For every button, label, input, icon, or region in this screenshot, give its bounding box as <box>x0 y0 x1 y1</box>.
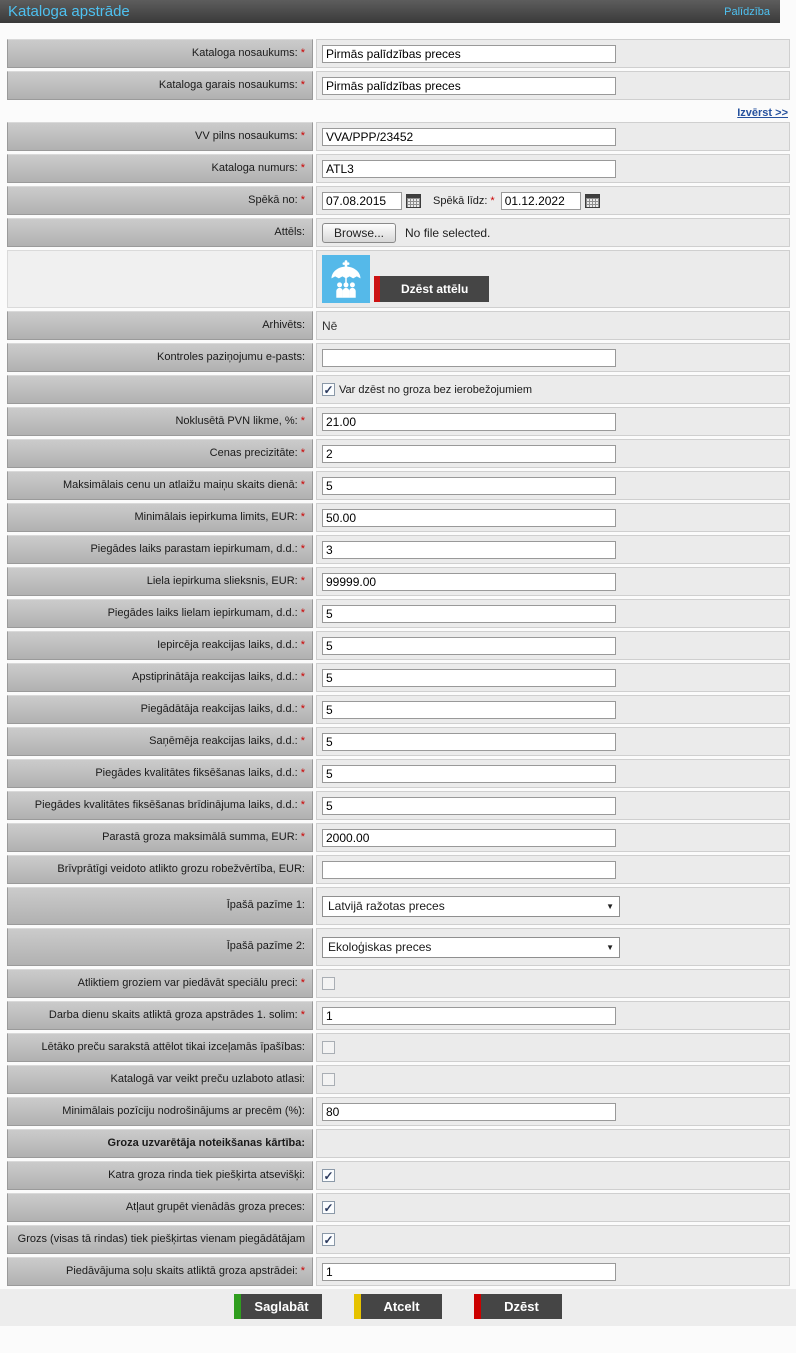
checkbox-label: Var dzēst no groza bez ierobežojumiem <box>339 383 533 396</box>
cenu-mainu-skaits-input[interactable] <box>322 477 616 495</box>
kvalitates-bridinajuma-laiks-input[interactable] <box>322 797 616 815</box>
kataloga-garais-nosaukums-input[interactable] <box>322 77 616 95</box>
form-row-min-iepirkuma-limits <box>7 503 790 532</box>
pvn-likme-input[interactable] <box>322 413 616 431</box>
grozs-vienam-piegadatajam-checkbox[interactable] <box>322 1233 335 1246</box>
field-label: Īpašā pazīme 1: <box>226 899 305 912</box>
field-label: Katra groza rinda tiek piešķirta atsevišķi: <box>108 1168 305 1181</box>
saglabat-button[interactable]: Saglabāt <box>234 1294 322 1319</box>
form-row-kvalitates-bridinajuma-laiks <box>7 791 790 820</box>
field-label: Kataloga nosaukums: <box>191 46 298 59</box>
delete-image-button[interactable]: Dzēst attēlu <box>374 276 489 302</box>
form-row-kontroles-epasts <box>7 343 790 372</box>
field-label-cell <box>7 823 313 852</box>
cenas-precizitate-input[interactable] <box>322 445 616 463</box>
field-label: Piegādes kvalitātes fiksēšanas laiks, d.d.: <box>95 766 298 779</box>
field-label: Atliktiem groziem var piedāvāt speciālu preci: <box>77 976 298 989</box>
piegades-laiks-lielam-input[interactable] <box>322 605 616 623</box>
field-label-cell <box>7 1161 313 1190</box>
field-label: Liela iepirkuma slieksnis, EUR: <box>146 574 298 587</box>
field-label: Groza uzvarētāja noteikšanas kārtība: <box>107 1136 305 1149</box>
field-label-cell <box>7 928 313 966</box>
form-row-piedavajuma-solu-skaits <box>7 1257 790 1286</box>
form-row-katra-rinda-atseviski <box>7 1161 790 1190</box>
field-value-cell <box>316 311 790 340</box>
field-value-cell <box>316 122 790 151</box>
field-value-cell <box>316 1097 790 1126</box>
field-label: Minimālais pozīciju nodrošinājums ar precēm (%): <box>62 1104 305 1117</box>
field-value-cell <box>316 503 790 532</box>
field-label: Arhivēts: <box>262 318 305 331</box>
required-asterisk: * <box>300 510 305 523</box>
iepirceja-reakcija-input[interactable] <box>322 637 616 655</box>
form-row-piegadataja-reakcija <box>7 695 790 724</box>
speka-no-from-input[interactable] <box>322 192 402 210</box>
required-asterisk: * <box>300 574 305 587</box>
field-label-cell <box>7 1193 313 1222</box>
atliktiem-groziem-speciala-prece-checkbox[interactable] <box>322 977 335 990</box>
form-row-min-poziciju-nodrosinajums <box>7 1097 790 1126</box>
form-row-pvn-likme <box>7 407 790 436</box>
field-label: VV pilns nosaukums: <box>195 129 298 142</box>
min-iepirkuma-limits-input[interactable] <box>322 509 616 527</box>
field-label-cell <box>7 631 313 660</box>
field-value-cell <box>316 791 790 820</box>
kvalitates-fiksesanas-laiks-input[interactable] <box>322 765 616 783</box>
field-label-cell <box>7 759 313 788</box>
field-label: Kontroles paziņojumu e-pasts: <box>157 350 305 363</box>
field-label: Piegādes laiks parastam iepirkumam, d.d.: <box>90 542 298 555</box>
form-section-top <box>7 39 790 100</box>
field-label-cell <box>7 1257 313 1286</box>
form-row-sanemeja-reakcija <box>7 727 790 756</box>
required-asterisk: * <box>300 1008 305 1021</box>
form-row-apstiprinataja-reakcija <box>7 663 790 692</box>
field-value-cell <box>316 1193 790 1222</box>
piegadataja-reakcija-input[interactable] <box>322 701 616 719</box>
form-row-kataloga-garais-nosaukums <box>7 71 790 100</box>
required-asterisk: * <box>300 670 305 683</box>
piedavajuma-solu-skaits-input[interactable] <box>322 1263 616 1281</box>
required-asterisk: * <box>300 446 305 459</box>
field-label-cell <box>7 218 313 247</box>
field-value-cell <box>316 343 790 372</box>
field-label-cell <box>7 1065 313 1094</box>
form-row-ipasa-pazime-2 <box>7 928 790 966</box>
field-label-cell <box>7 250 313 308</box>
required-asterisk: * <box>300 830 305 843</box>
field-label-cell <box>7 695 313 724</box>
field-value-cell <box>316 39 790 68</box>
field-label: Spēkā no: <box>248 193 298 206</box>
first-aid-umbrella-icon <box>322 255 370 303</box>
field-label: Atļaut grupēt vienādās groza preces: <box>125 1200 305 1213</box>
form-row-kataloga-nosaukums <box>7 39 790 68</box>
field-value-cell <box>316 855 790 884</box>
form-row-iepirceja-reakcija <box>7 631 790 660</box>
field-value-cell <box>316 1161 790 1190</box>
field-value-cell <box>316 928 790 966</box>
field-value-cell <box>316 186 790 215</box>
field-value-cell <box>316 1033 790 1062</box>
liela-iepirkuma-slieksnis-input[interactable] <box>322 573 616 591</box>
form-row-kvalitates-fiksesanas-laiks <box>7 759 790 788</box>
titlebar <box>0 0 780 23</box>
ipasa-pazime-1-select[interactable] <box>322 896 620 917</box>
required-asterisk: * <box>300 638 305 651</box>
field-label-cell <box>7 727 313 756</box>
field-value-cell <box>316 663 790 692</box>
field-label: Attēls: <box>274 225 305 238</box>
field-label: Cenas precizitāte: <box>209 446 298 459</box>
form-row-attels <box>7 218 790 247</box>
form-row-uzlabota-atlase <box>7 1065 790 1094</box>
field-label-cell <box>7 154 313 183</box>
field-label: Piegādes kvalitātes fiksēšanas brīdinājuma laiks, d.d.: <box>34 798 298 811</box>
field-value-cell <box>316 759 790 788</box>
field-label: Parastā groza maksimālā summa, EUR: <box>102 830 298 843</box>
required-asterisk: * <box>300 161 305 174</box>
kataloga-nosaukums-input[interactable] <box>322 45 616 63</box>
expand-link[interactable]: Izvērst >> <box>737 107 788 119</box>
field-value-cell <box>316 535 790 564</box>
browse-button[interactable]: Browse... <box>322 223 396 243</box>
form-row-piegades-laiks-parastam <box>7 535 790 564</box>
piegades-laiks-parastam-input[interactable] <box>322 541 616 559</box>
uzlabota-atlase-checkbox[interactable] <box>322 1073 335 1086</box>
required-asterisk: * <box>300 129 305 142</box>
page-title: Kataloga apstrāde <box>8 3 130 20</box>
form-row-parasta-groza-summa <box>7 823 790 852</box>
calendar-icon[interactable] <box>585 194 600 208</box>
field-label-cell <box>7 567 313 596</box>
field-value-cell <box>316 1129 790 1158</box>
field-label-cell <box>7 1001 313 1030</box>
field-value-cell <box>316 887 790 925</box>
atcelt-button[interactable]: Atcelt <box>354 1294 442 1319</box>
field-label: Brīvprātīgi veidoto atlikto grozu robežvērtība, EUR: <box>57 862 305 875</box>
field-value-cell <box>316 599 790 628</box>
required-asterisk: * <box>300 78 305 91</box>
field-value-cell <box>316 1225 790 1254</box>
form-row-cenas-precizitate <box>7 439 790 468</box>
field-label-cell <box>7 343 313 372</box>
field-label-cell <box>7 39 313 68</box>
field-label: Kataloga garais nosaukums: <box>158 78 298 91</box>
required-asterisk: * <box>300 1264 305 1277</box>
required-asterisk: * <box>300 734 305 747</box>
field-label: Lētāko preču sarakstā attēlot tikai izceļamās īpašības: <box>41 1040 305 1053</box>
required-asterisk: * <box>300 606 305 619</box>
form-row-speka-no <box>7 186 790 215</box>
grupet-vienadas-preces-checkbox[interactable] <box>322 1201 335 1214</box>
file-status-text: No file selected. <box>405 225 491 240</box>
field-label-cell <box>7 471 313 500</box>
field-label-cell <box>7 407 313 436</box>
chevron-down-icon: ▼ <box>606 901 614 911</box>
field-value-cell <box>316 250 790 308</box>
required-asterisk: * <box>300 46 305 59</box>
form-row-groza-uzvaretaja-kartiba <box>7 1129 790 1158</box>
field-value-cell <box>316 71 790 100</box>
field-label: Katalogā var veikt preču uzlaboto atlasi: <box>110 1072 305 1085</box>
field-label: Īpašā pazīme 2: <box>226 940 305 953</box>
field-label-cell <box>7 503 313 532</box>
select-value: Latvijā ražotas preces <box>328 899 445 913</box>
parasta-groza-summa-input[interactable] <box>322 829 616 847</box>
required-asterisk: * <box>300 193 305 206</box>
field-label-cell <box>7 71 313 100</box>
footer-action-bar <box>0 1289 796 1326</box>
form-row-kataloga-numurs <box>7 154 790 183</box>
form-row-arhivets <box>7 311 790 340</box>
field-label: Noklusētā PVN likme, %: <box>175 414 298 427</box>
atlikto-grozu-robezvertiba-input[interactable] <box>322 861 616 879</box>
field-label <box>433 195 495 207</box>
field-label-cell <box>7 535 313 564</box>
field-label-cell <box>7 791 313 820</box>
darba-dienu-skaits-input[interactable] <box>322 1007 616 1025</box>
field-label-cell <box>7 439 313 468</box>
field-value-cell <box>316 823 790 852</box>
form-row-atliktiem-groziem-speciala-prece <box>7 969 790 998</box>
ipasa-pazime-2-select[interactable] <box>322 937 620 958</box>
calendar-icon[interactable] <box>406 194 421 208</box>
select-value: Ekoloģiskas preces <box>328 940 432 954</box>
field-value-cell <box>316 439 790 468</box>
field-label-cell <box>7 122 313 151</box>
field-value-cell <box>316 407 790 436</box>
field-label-cell <box>7 375 313 404</box>
field-label: Kataloga numurs: <box>211 161 298 174</box>
field-label-cell <box>7 1097 313 1126</box>
field-value-cell <box>316 567 790 596</box>
field-label-cell <box>7 599 313 628</box>
field-label-text: Spēkā līdz: <box>433 194 488 207</box>
required-asterisk: * <box>300 542 305 555</box>
required-asterisk: * <box>300 976 305 989</box>
katra-rinda-atseviski-checkbox[interactable] <box>322 1169 335 1182</box>
field-label: Piedāvājuma soļu skaits atliktā groza apstrādei: <box>65 1264 298 1277</box>
required-asterisk: * <box>300 478 305 491</box>
field-value-cell <box>316 1001 790 1030</box>
field-label: Apstiprinātāja reakcijas laiks, d.d.: <box>132 670 298 683</box>
field-value-cell <box>316 218 790 247</box>
required-asterisk: * <box>300 766 305 779</box>
form-row-grupet-vienadas-preces <box>7 1193 790 1222</box>
chevron-down-icon: ▼ <box>606 942 614 952</box>
var-dzest-no-groza-checkbox[interactable] <box>322 383 335 396</box>
required-asterisk: * <box>300 798 305 811</box>
speka-no-to-input[interactable] <box>501 192 581 210</box>
form-row-cenu-mainu-skaits <box>7 471 790 500</box>
sanemeja-reakcija-input[interactable] <box>322 733 616 751</box>
field-label-cell <box>7 311 313 340</box>
form-row-darba-dienu-skaits <box>7 1001 790 1030</box>
field-value-cell <box>316 375 790 404</box>
kontroles-epasts-input[interactable] <box>322 349 616 367</box>
field-label: Iepircēja reakcijas laiks, d.d.: <box>157 638 298 651</box>
form-row-grozs-vienam-piegadatajam <box>7 1225 790 1254</box>
kataloga-numurs-input[interactable] <box>322 160 616 178</box>
form-row-attela-bilde <box>7 250 790 308</box>
form-row-var-dzest-no-groza <box>7 375 790 404</box>
form-row-ipasa-pazime-1 <box>7 887 790 925</box>
field-label-cell <box>7 887 313 925</box>
field-value-cell <box>316 1257 790 1286</box>
field-value-cell <box>316 471 790 500</box>
field-value-cell <box>316 1065 790 1094</box>
field-label: Grozs (visas tā rindas) tiek piešķirtas vienam piegādātājam <box>17 1232 305 1245</box>
field-label: Minimālais iepirkuma limits, EUR: <box>134 510 298 523</box>
field-value-cell <box>316 727 790 756</box>
form-row-atlikto-grozu-robezvertiba <box>7 855 790 884</box>
required-asterisk: * <box>300 702 305 715</box>
field-label: Darba dienu skaits atliktā groza apstrādes 1. solim: <box>48 1008 298 1021</box>
form-section-main <box>7 122 790 1286</box>
field-label: Piegādātāja reakcijas laiks, d.d.: <box>140 702 298 715</box>
field-label: Maksimālais cenu un atlaižu maiņu skaits dienā: <box>62 478 298 491</box>
apstiprinataja-reakcija-input[interactable] <box>322 669 616 687</box>
field-value-cell <box>316 154 790 183</box>
field-label: Piegādes laiks lielam iepirkumam, d.d.: <box>107 606 298 619</box>
required-asterisk: * <box>300 414 305 427</box>
form-row-letako-precu-saraksts <box>7 1033 790 1062</box>
form-row-vv-pilns-nosaukums <box>7 122 790 151</box>
field-label-cell <box>7 1129 313 1158</box>
field-label-cell <box>7 855 313 884</box>
form-row-piegades-laiks-lielam <box>7 599 790 628</box>
field-label-cell <box>7 1225 313 1254</box>
field-value-cell <box>316 969 790 998</box>
letako-precu-saraksts-checkbox[interactable] <box>322 1041 335 1054</box>
expand-row <box>0 103 788 118</box>
required-asterisk: * <box>490 194 495 207</box>
dzest-button[interactable]: Dzēst <box>474 1294 562 1319</box>
field-label-cell <box>7 186 313 215</box>
field-label-cell <box>7 969 313 998</box>
field-label-cell <box>7 663 313 692</box>
min-poziciju-nodrosinajums-input[interactable] <box>322 1103 616 1121</box>
help-link[interactable]: Palīdzība <box>724 5 770 18</box>
vv-pilns-nosaukums-input[interactable] <box>322 128 616 146</box>
field-label-cell <box>7 1033 313 1062</box>
arhivets-value: Nē <box>322 318 338 333</box>
field-label: Saņēmēja reakcijas laiks, d.d.: <box>149 734 298 747</box>
field-value-cell <box>316 631 790 660</box>
form-row-liela-iepirkuma-slieksnis <box>7 567 790 596</box>
field-value-cell <box>316 695 790 724</box>
